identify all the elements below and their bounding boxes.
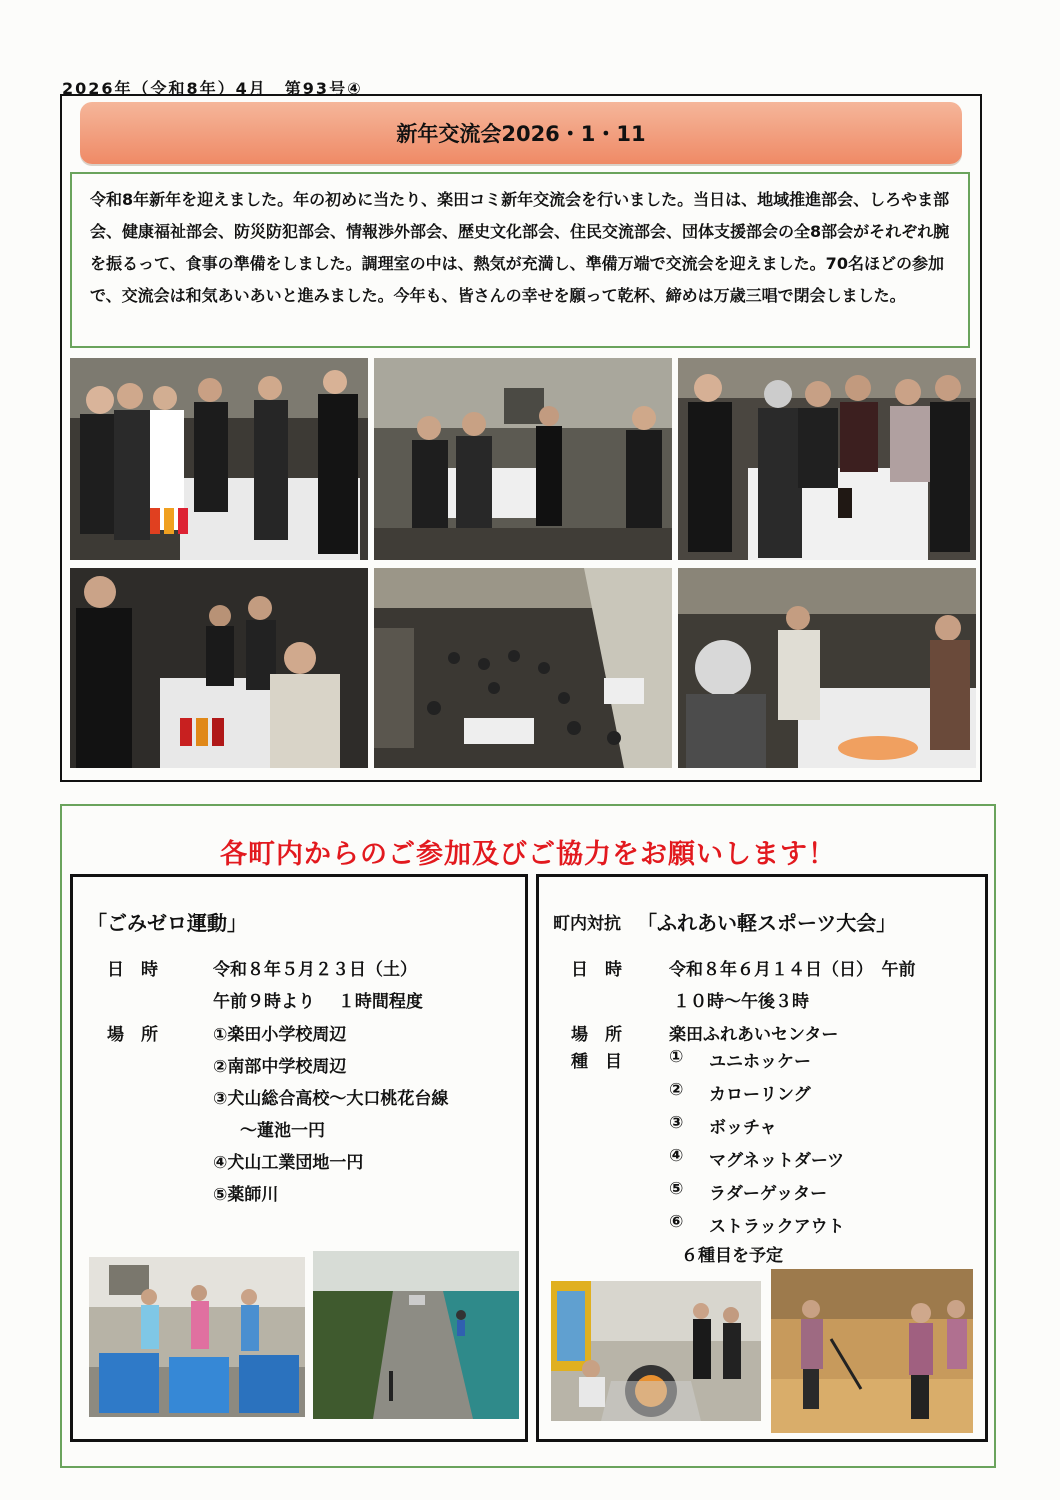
gomi-place-label: 場 所 [107, 1025, 158, 1045]
sports-panel [536, 874, 988, 1442]
sports-title: 「ふれあい軽スポーツ大会」 [637, 911, 897, 935]
gomi-place-2: ②南部中学校周辺 [213, 1057, 347, 1077]
gomi-place-5: ⑤薬師川 [213, 1185, 279, 1205]
sports-event-name: カローリング [709, 1085, 811, 1105]
sports-event-num: ⑥ [669, 1212, 684, 1232]
sports-place-label: 場 所 [571, 1025, 622, 1045]
gomi-place-1: ①楽田小学校周辺 [213, 1025, 347, 1045]
sports-event-num: ③ [669, 1113, 684, 1133]
sports-event-name: マグネットダーツ [709, 1151, 845, 1171]
event-photo-4 [70, 568, 368, 768]
sports-events-label: 種 目 [571, 1052, 622, 1072]
sports-event-num: ④ [669, 1146, 684, 1166]
event-photo-3 [678, 358, 976, 560]
sports-note: ６種目を予定 [681, 1246, 783, 1266]
event-text: 令和8年新年を迎えました。年の初めに当たり、楽田コミ新年交流会を行いました。当日は、地域推進部会、しろやま部会、健康福祉部会、防災防犯部会、情報渉外部会、歴史文化部会、住民交流部会、団体支援部会の全8部会がそれぞれ腕を振るって、食事の準備をしました。調理室の中は、熱気が充満し、準備万端で交流会を迎えました。70名ほどの参加で、交流会は和気あいあいと進みました。今年も、皆さんの幸せを願って乾杯、締めは万歳三唱で閉会しました。 [70, 172, 970, 348]
sports-time: １０時～午後３時 [673, 992, 809, 1012]
sports-prefix: 町内対抗 [553, 914, 621, 934]
event-photo-1 [70, 358, 368, 560]
issue-header: 2026年（令和8年）4月 第93号④ [62, 79, 363, 98]
sports-photo-2 [771, 1269, 973, 1433]
gomi-time: 午前９時より １時間程度 [213, 992, 423, 1012]
event-photo-2 [374, 358, 672, 560]
gomi-photo-1 [89, 1257, 305, 1417]
event-title: 新年交流会2026・1・11 [80, 102, 962, 164]
event-photo-5 [374, 568, 672, 768]
sports-event-name: ストラックアウト [709, 1217, 845, 1237]
sports-event-num: ⑤ [669, 1179, 684, 1199]
gomi-zero-panel [70, 874, 528, 1442]
gomi-place-3-cont: ～蓮池一円 [223, 1121, 325, 1141]
gomi-title: 「ごみゼロ運動」 [87, 911, 247, 935]
participation-call: 各町内からのご参加及びご協力をお願いします！ [220, 839, 836, 870]
gomi-place-3: ③犬山総合高校～大口桃花台線 [213, 1089, 449, 1109]
participation-section [60, 804, 996, 1468]
sports-place: 楽田ふれあいセンター [669, 1025, 839, 1045]
sports-date-label: 日 時 [571, 960, 622, 980]
gomi-photo-2 [313, 1251, 519, 1419]
event-section [60, 94, 982, 782]
sports-event-name: ボッチャ [709, 1118, 777, 1138]
gomi-date-label: 日 時 [107, 960, 158, 980]
gomi-date: 令和８年５月２３日（土） [213, 960, 417, 980]
event-photo-6 [678, 568, 976, 768]
sports-date: 令和８年６月１４日（日） 午前 [669, 960, 916, 980]
sports-photo-1 [551, 1281, 761, 1421]
sports-event-name: ラダーゲッター [709, 1184, 828, 1204]
sports-event-num: ① [669, 1047, 684, 1067]
sports-event-num: ② [669, 1080, 684, 1100]
sports-event-name: ユニホッケー [709, 1052, 811, 1072]
gomi-place-4: ④犬山工業団地一円 [213, 1153, 364, 1173]
